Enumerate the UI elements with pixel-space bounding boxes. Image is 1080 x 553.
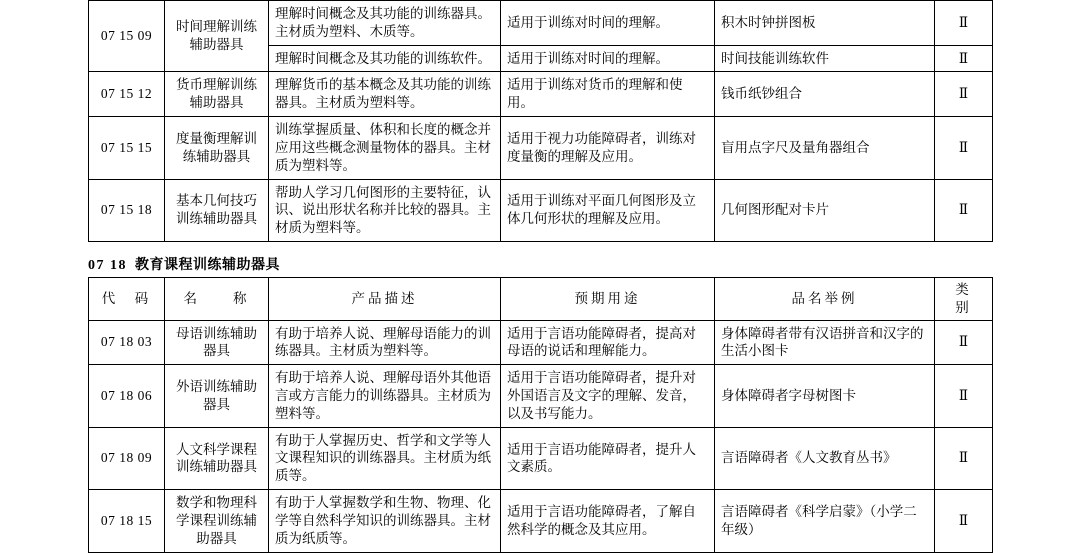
table-row xyxy=(89,117,993,179)
cell-description: 帮助人学习几何图形的主要特征，认识、说出形状名称并比较的器具。主材质为塑料等。 xyxy=(269,179,501,241)
table-row xyxy=(89,179,993,241)
cell-use: 适用于视力功能障碍者，训练对度量衡的理解及应用。 xyxy=(501,117,715,179)
cell-description: 理解时间概念及其功能的训练器具。主材质为塑料、木质等。 xyxy=(269,1,501,46)
cell-description: 理解时间概念及其功能的训练软件。 xyxy=(269,45,501,72)
table-assistive-devices-0715 xyxy=(88,0,993,242)
cell-class: Ⅱ xyxy=(935,1,993,46)
cell-sample: 言语障碍者《人文教育丛书》 xyxy=(715,427,935,489)
cell-sample: 积木时钟拼图板 xyxy=(715,1,935,46)
cell-use: 适用于训练对货币的理解和使用。 xyxy=(501,72,715,117)
cell-code: 07 18 06 xyxy=(89,365,165,427)
cell-use: 适用于言语功能障碍者，提高对母语的说话和理解能力。 xyxy=(501,320,715,365)
cell-sample: 时间技能训练软件 xyxy=(715,45,935,72)
header-class: 类 别 xyxy=(935,277,993,320)
header-sample: 品名举例 xyxy=(715,277,935,320)
cell-use: 适用于言语功能障碍者，提升对外国语言及文字的理解、发音，以及书写能力。 xyxy=(501,365,715,427)
cell-sample: 几何图形配对卡片 xyxy=(715,179,935,241)
cell-sample: 盲用点字尺及量角器组合 xyxy=(715,117,935,179)
cell-use: 适用于训练对平面几何图形及立体几何形状的理解及应用。 xyxy=(501,179,715,241)
cell-sample: 钱币纸钞组合 xyxy=(715,72,935,117)
header-name: 名 称 xyxy=(165,277,269,320)
cell-name: 外语训练辅助器具 xyxy=(165,365,269,427)
cell-use: 适用于言语功能障碍者，提升人文素质。 xyxy=(501,427,715,489)
cell-class: Ⅱ xyxy=(935,117,993,179)
table-row xyxy=(89,1,993,46)
cell-class: Ⅱ xyxy=(935,490,993,552)
cell-description: 有助于人掌握历史、哲学和文学等人文课程知识的训练器具。主材质为纸质等。 xyxy=(269,427,501,489)
cell-code: 07 18 03 xyxy=(89,320,165,365)
cell-description: 有助于培养人说、理解母语外其他语言或方言能力的训练器具。主材质为塑料等。 xyxy=(269,365,501,427)
cell-class: Ⅱ xyxy=(935,365,993,427)
header-code: 代 码 xyxy=(89,277,165,320)
cell-sample: 言语障碍者《科学启蒙》（小学二年级） xyxy=(715,490,935,552)
cell-name: 数学和物理科学课程训练辅助器具 xyxy=(165,490,269,552)
table-row xyxy=(89,427,993,489)
table-row xyxy=(89,490,993,552)
cell-name: 时间理解训练辅助器具 xyxy=(165,1,269,72)
cell-code: 07 15 12 xyxy=(89,72,165,117)
cell-sample: 身体障碍者字母树图卡 xyxy=(715,365,935,427)
cell-use: 适用于训练对时间的理解。 xyxy=(501,45,715,72)
cell-class: Ⅱ xyxy=(935,427,993,489)
cell-code: 07 18 15 xyxy=(89,490,165,552)
cell-description: 理解货币的基本概念及其功能的训练器具。主材质为塑料等。 xyxy=(269,72,501,117)
cell-class: Ⅱ xyxy=(935,45,993,72)
cell-name: 度量衡理解训练辅助器具 xyxy=(165,117,269,179)
cell-class: Ⅱ xyxy=(935,72,993,117)
table-education-training-devices-0718 xyxy=(88,277,993,553)
cell-name: 母语训练辅助器具 xyxy=(165,320,269,365)
section-title-text: 教育课程训练辅助器具 xyxy=(135,257,280,273)
cell-code: 07 15 15 xyxy=(89,117,165,179)
header-description: 产品描述 xyxy=(269,277,501,320)
cell-name: 人文科学课程训练辅助器具 xyxy=(165,427,269,489)
cell-description: 有助于人掌握数学和生物、物理、化学等自然科学知识的训练器具。主材质为纸质等。 xyxy=(269,490,501,552)
table-row xyxy=(89,72,993,117)
cell-description: 训练掌握质量、体积和长度的概念并应用这些概念测量物体的器具。主材质为塑料等。 xyxy=(269,117,501,179)
cell-code: 07 15 18 xyxy=(89,179,165,241)
section-heading xyxy=(88,254,992,274)
cell-name: 基本几何技巧训练辅助器具 xyxy=(165,179,269,241)
cell-name: 货币理解训练辅助器具 xyxy=(165,72,269,117)
cell-description: 有助于培养人说、理解母语能力的训练器具。主材质为塑料等。 xyxy=(269,320,501,365)
cell-code: 07 15 09 xyxy=(89,1,165,72)
cell-use: 适用于言语功能障碍者，了解自然科学的概念及其应用。 xyxy=(501,490,715,552)
header-use: 预期用途 xyxy=(501,277,715,320)
table-header-row xyxy=(89,277,993,320)
cell-class: Ⅱ xyxy=(935,179,993,241)
cell-code: 07 18 09 xyxy=(89,427,165,489)
table-row xyxy=(89,365,993,427)
section-code: 07 18 xyxy=(88,257,127,273)
cell-class: Ⅱ xyxy=(935,320,993,365)
cell-sample: 身体障碍者带有汉语拼音和汉字的生活小图卡 xyxy=(715,320,935,365)
table-row xyxy=(89,320,993,365)
cell-use: 适用于训练对时间的理解。 xyxy=(501,1,715,46)
